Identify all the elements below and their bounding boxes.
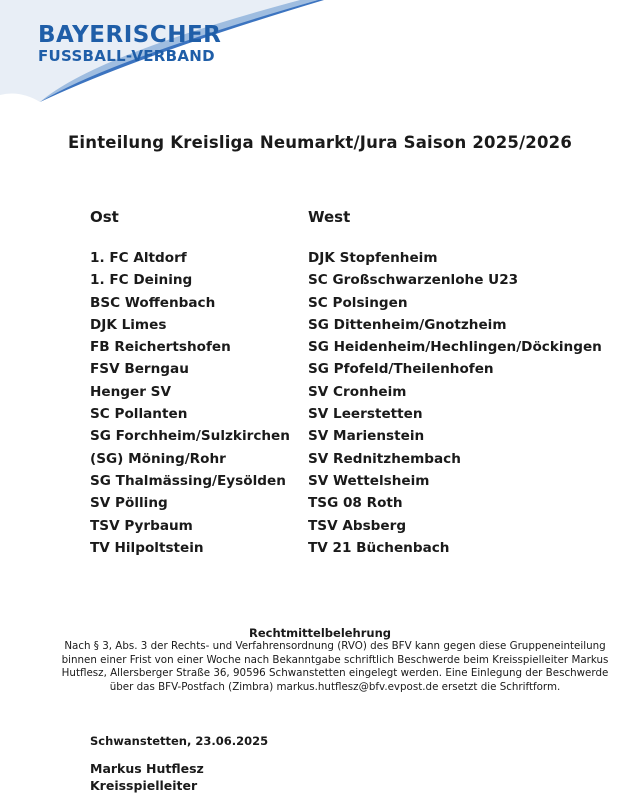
team-item: SG Forchheim/Sulzkirchen xyxy=(90,428,290,445)
legal-notice-title: Rechtmittelbelehrung xyxy=(248,626,392,640)
team-item: Henger SV xyxy=(90,383,171,400)
signature-place-date: Schwanstetten, 23.06.2025 xyxy=(90,734,269,748)
group-heading-west: West xyxy=(308,208,351,226)
team-item: TSG 08 Roth xyxy=(308,495,403,512)
team-item: TV Hilpoltstein xyxy=(90,539,204,556)
team-item: DJK Limes xyxy=(90,316,167,333)
team-item: SV Rednitzhembach xyxy=(308,450,461,467)
team-item: SG Thalmässing/Eysölden xyxy=(90,472,286,489)
signature-role: Kreisspielleiter xyxy=(90,778,198,793)
team-item: SV Leerstetten xyxy=(308,406,423,423)
group-heading-ost: Ost xyxy=(90,208,119,226)
logo-line-2: FUSSBALL-VERBAND xyxy=(38,47,215,65)
team-item: SV Marienstein xyxy=(308,428,425,445)
team-item: SC Großschwarzenlohe U23 xyxy=(308,272,519,289)
legal-notice-text xyxy=(50,640,620,694)
team-item: DJK Stopfenheim xyxy=(308,250,438,266)
signature-name: Markus Hutflesz xyxy=(90,761,204,776)
team-item: TSV Pyrbaum xyxy=(90,517,193,534)
team-item: TSV Absberg xyxy=(308,517,407,534)
logo-line-1: BAYERISCHER xyxy=(38,22,222,48)
team-item: BSC Woffenbach xyxy=(90,294,216,311)
team-item: FSV Berngau xyxy=(90,361,189,378)
signature-block xyxy=(90,760,204,794)
legal-line: über das BFV-Postfach (Zimbra) markus.hutflesz@bfv.evpost.de ersetzt die Schriftform. xyxy=(109,680,561,693)
team-item: (SG) Möning/Rohr xyxy=(90,450,226,467)
team-item: SC Polsingen xyxy=(308,294,408,311)
team-item: SV Pölling xyxy=(90,495,168,512)
team-list-ost xyxy=(90,247,290,559)
team-item: SG Pfofeld/Theilenhofen xyxy=(308,361,494,378)
team-item: SC Pollanten xyxy=(90,406,188,423)
team-item: 1. FC Deining xyxy=(90,272,193,289)
legal-line: binnen einer Frist von einer Woche nach Bekanntgabe schriftlich Beschwerde beim Kreisspielleiter Markus xyxy=(61,653,609,666)
legal-line: Hutflesz, Allersberger Straße 36, 90596 Schwanstetten eingelegt werden. Eine Einlegung der Beschwerde xyxy=(61,667,609,680)
team-item: FB Reichertshofen xyxy=(90,339,231,356)
team-list-west xyxy=(308,247,602,559)
team-item: TV 21 Büchenbach xyxy=(308,539,450,556)
team-item: SG Dittenheim/Gnotzheim xyxy=(308,316,507,333)
team-item: 1. FC Altdorf xyxy=(90,250,187,266)
legal-line: Nach § 3, Abs. 3 der Rechts- und Verfahrensordnung (RVO) des BFV kann gegen diese Gruppeneinteilung xyxy=(64,640,606,652)
team-item: SG Heidenheim/Hechlingen/Döckingen xyxy=(308,339,602,356)
bfv-logo xyxy=(38,24,221,64)
team-item: SV Wettelsheim xyxy=(308,472,430,489)
team-item: SV Cronheim xyxy=(308,383,407,400)
document-title: Einteilung Kreisliga Neumarkt/Jura Saison 2025/2026 xyxy=(67,133,573,152)
